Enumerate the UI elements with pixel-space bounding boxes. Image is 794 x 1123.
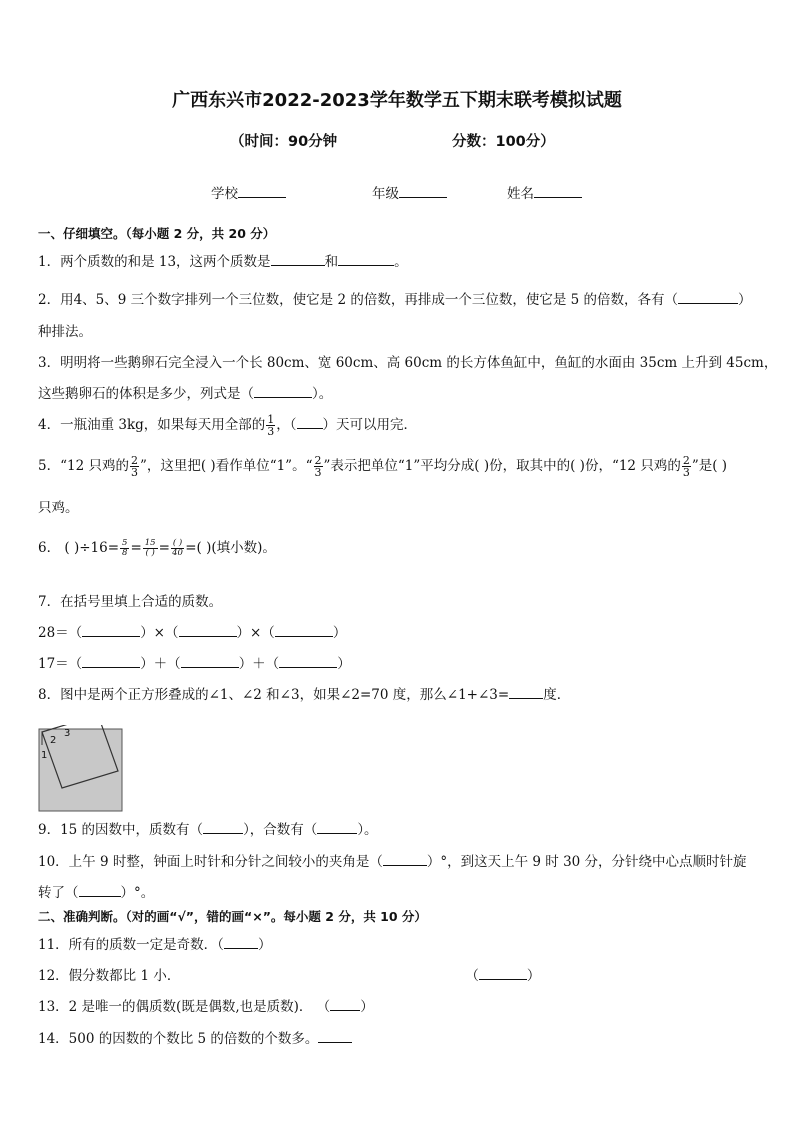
question-6: 6． ( )÷16= $\frac{5}{8}$ = 15 ( ) = ( ) 40 =( )(填小数)。 [38, 538, 276, 558]
answer-blank[interactable] [275, 624, 333, 637]
name-blank[interactable] [534, 184, 582, 198]
answer-blank[interactable] [318, 1030, 352, 1043]
angle-label: 1 [41, 750, 48, 761]
question-8: 8．图中是两个正方形叠成的∠1、∠2 和∠3，如果∠2=70 度，那么∠1+∠3= 度． [38, 687, 571, 703]
question-12: 12．假分数都比 1 小． （ ） [38, 968, 541, 984]
angle-label: 3 [64, 728, 71, 739]
question-3-cont: 这些鹅卵石的体积是多少，列式是（ ）。 [38, 386, 333, 402]
answer-blank[interactable] [82, 655, 140, 668]
question-7-row-2: 17＝（ ）＋（ ）＋（ ） [38, 656, 351, 672]
exam-time: （时间：90分钟 [230, 134, 338, 150]
school-label: 学校 [211, 186, 238, 202]
exam-title: 广西东兴市2022-2023学年数学五下期末联考模拟试题 [172, 90, 622, 111]
section-2-heading: 二、准确判断。（对的画“√”，错的画“×”。每小题 2 分，共 10 分） [38, 909, 427, 924]
question-1: 1．两个质数的和是 13，这两个质数是 和 。 [38, 254, 408, 270]
question-9: 9．15 的因数中，质数有（ ），合数有（ ）。 [38, 822, 378, 838]
answer-blank[interactable] [179, 624, 237, 637]
overlapping-squares-figure [38, 725, 130, 817]
answer-blank[interactable] [82, 624, 140, 637]
answer-blank[interactable] [509, 686, 543, 699]
question-14: 14．500 的因数的个数比 5 的倍数的个数多。 [38, 1027, 352, 1047]
fraction: $\frac{2}{3}$ [314, 454, 322, 479]
question-2-cont: 种排法。 [38, 324, 92, 340]
fraction: $\frac{1}{3}$ [267, 413, 275, 438]
question-4: 4．一瓶油重 3kg，如果每天用全部的 $\frac{1}{3}$ ，（ ）天可以用完． [38, 413, 418, 438]
fraction: 15 ( ) [144, 538, 156, 558]
answer-blank[interactable] [203, 821, 243, 834]
grade-label: 年级 [372, 186, 399, 202]
question-10-cont: 转了（ ）°。 [38, 885, 155, 901]
answer-blank[interactable] [254, 385, 312, 398]
question-10: 10．上午 9 时整，钟面上时针和分针之间较小的夹角是（ ）°，到这天上午 9 时 30 分，分针绕中心点顺时针旋 [38, 854, 747, 870]
question-13: 13．2 是唯一的偶质数(既是偶数,也是质数)． （ ） [38, 999, 374, 1015]
grade-blank[interactable] [399, 184, 447, 198]
fraction: $\frac{2}{3}$ [682, 454, 690, 479]
answer-blank[interactable] [330, 998, 360, 1011]
answer-blank[interactable] [271, 253, 325, 266]
answer-blank[interactable] [383, 853, 427, 866]
angle-label: 2 [50, 735, 57, 746]
school-blank[interactable] [238, 184, 286, 198]
question-11: 11．所有的质数一定是奇数．（ ） [38, 937, 272, 953]
school-field[interactable] [211, 182, 286, 202]
question-5-cont: 只鸡。 [38, 500, 79, 516]
answer-blank[interactable] [338, 253, 394, 266]
question-7-row-1: 28＝（ ）×（ ）×（ ） [38, 625, 347, 641]
name-label: 姓名 [507, 186, 534, 202]
section-1-heading: 一、仔细填空。（每小题 2 分，共 20 分） [38, 226, 276, 241]
answer-blank[interactable] [297, 416, 323, 429]
answer-blank[interactable] [479, 967, 527, 980]
question-7: 7．在括号里填上合适的质数。 [38, 594, 223, 610]
question-5: 5．“12 只鸡的 $\frac{2}{3}$ ”，这里把( )看作单位“1”。“ $\frac{2}{3}$ ”表示把单位“1”平均分成( )份，取其中的( )份，“12 只鸡的 $\frac{2}{3}$ ”是( ) [38, 454, 728, 479]
answer-blank[interactable] [317, 821, 357, 834]
answer-blank[interactable] [678, 291, 738, 304]
exam-score: 分数：100分） [452, 134, 555, 150]
answer-blank[interactable] [79, 884, 121, 897]
grade-field[interactable] [372, 182, 447, 202]
fraction: ( ) 40 [172, 538, 183, 558]
fraction: $\frac{2}{3}$ [130, 454, 138, 479]
fraction: $\frac{5}{8}$ [122, 538, 128, 558]
name-field[interactable] [507, 182, 582, 202]
answer-blank[interactable] [279, 655, 337, 668]
question-3: 3．明明将一些鹅卵石完全浸入一个长 80cm、宽 60cm、高 60cm 的长方体鱼缸中，鱼缸的水面由 35cm 上升到 45cm， [38, 355, 778, 371]
question-2: 2．用4、5、9 三个数字排列一个三位数，使它是 2 的倍数，再排成一个三位数，使它是 5 的倍数，各有（ ） [38, 292, 752, 308]
answer-blank[interactable] [181, 655, 239, 668]
answer-blank[interactable] [224, 936, 258, 949]
